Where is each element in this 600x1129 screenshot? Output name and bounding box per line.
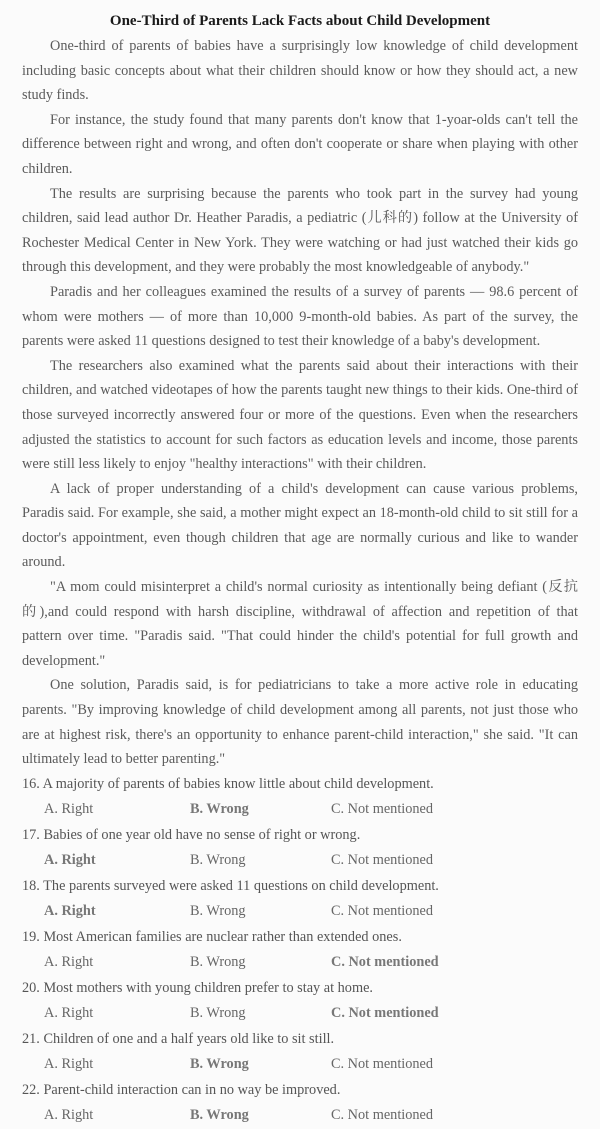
answer-options: [22, 797, 578, 823]
question-item: [22, 976, 578, 1027]
question-text: 19. Most American families are nuclear rather than extended ones.: [22, 928, 402, 945]
article-title: One-Third of Parents Lack Facts about Child Development: [109, 13, 491, 29]
answer-options: [22, 950, 578, 976]
option-c[interactable]: C. Not mentioned: [331, 1005, 439, 1022]
option-b[interactable]: B. Wrong: [190, 1005, 246, 1022]
option-c[interactable]: C. Not mentioned: [331, 801, 434, 818]
question-text: 20. Most mothers with young children prefer to stay at home.: [22, 979, 373, 996]
paragraph: One solution, Paradis said, is for pediatricians to take a more active role in educating parents. "By improving knowledge of child development among all parents, not just those who are at highest risk, there's an opportunity to enhance parent-child interaction," she said. "It can ultimately lead to better parenting.": [22, 677, 578, 768]
option-b[interactable]: B. Wrong: [190, 1056, 249, 1073]
question-text: 22. Parent-child interaction can in no way be improved.: [22, 1081, 341, 1098]
option-b[interactable]: B. Wrong: [190, 852, 246, 869]
question-list: [22, 772, 578, 1129]
option-a[interactable]: A. Right: [44, 1056, 94, 1073]
paragraph: The results are surprising because the parents who took part in the survey had young children, said lead author Dr. Heather Paradis, a pediatric (儿科的) follow at the University of Rochester Medical Center in New York. They were watching or had just watched their kids go through this development, and they were probably the most knowledgeable of anybody.": [22, 185, 578, 276]
option-b[interactable]: B. Wrong: [190, 1107, 249, 1124]
answer-options: [22, 899, 578, 925]
option-a[interactable]: A. Right: [44, 1005, 94, 1022]
option-b[interactable]: B. Wrong: [190, 954, 246, 971]
option-a[interactable]: A. Right: [44, 903, 96, 920]
option-a[interactable]: A. Right: [44, 852, 96, 869]
question-text: 21. Children of one and a half years old like to sit still.: [22, 1030, 335, 1047]
paragraph: One-third of parents of babies have a surprisingly low knowledge of child development including basic concepts about what their children should know or how they should act, a new study finds.: [22, 38, 578, 104]
question-item: [22, 1078, 578, 1129]
question-item: [22, 874, 578, 925]
option-a[interactable]: A. Right: [44, 1107, 94, 1124]
paragraph: For instance, the study found that many parents don't know that 1-yoar-olds can't tell the difference between right and wrong, and often don't cooperate or share when playing with other children.: [22, 111, 578, 177]
question-item: [22, 772, 578, 823]
answer-options: [22, 1052, 578, 1078]
option-b[interactable]: B. Wrong: [190, 801, 249, 818]
question-text: 16. A majority of parents of babies know little about child development.: [22, 775, 434, 792]
option-c[interactable]: C. Not mentioned: [331, 852, 434, 869]
paragraph: A lack of proper understanding of a child's development can cause various problems, Paradis said. For example, she said, a mother might expect an 18-month-old child to sit still for a doctor's appointment, even though children that age are normally curious and like to wander around.: [22, 480, 578, 571]
question-item: [22, 1027, 578, 1078]
paragraph: The researchers also examined what the parents said about their interactions with their children, and watched videotapes of how the parents taught new things to their kids. One-third of those surveyed incorrectly answered four or more of the questions. Even when the researchers adjusted the statistics to account for such factors as education levels and income, those parents were still less likely to enjoy "healthy interactions" with their children.: [22, 357, 578, 473]
option-c[interactable]: C. Not mentioned: [331, 954, 439, 971]
question-text: 18. The parents surveyed were asked 11 questions on child development.: [22, 877, 439, 894]
question-item: [22, 925, 578, 976]
option-a[interactable]: A. Right: [44, 801, 94, 818]
option-c[interactable]: C. Not mentioned: [331, 903, 434, 920]
paragraph: Paradis and her colleagues examined the results of a survey of parents — 98.6 percent of whom were mothers — of more than 10,000 9-month-old babies. As part of the survey, the parents were asked 11 questions designed to test their knowledge of a baby's development.: [22, 283, 578, 350]
answer-options: [22, 1103, 578, 1129]
answer-options: [22, 1001, 578, 1027]
article-body: [22, 34, 578, 772]
option-a[interactable]: A. Right: [44, 954, 94, 971]
option-c[interactable]: C. Not mentioned: [331, 1056, 434, 1073]
option-c[interactable]: C. Not mentioned: [331, 1107, 434, 1124]
paragraph: "A mom could misinterpret a child's normal curiosity as intentionally being defiant (反抗的),and could respond with harsh discipline, withdrawal of affection and repetition of that pattern over time. "Paradis said. "That could hinder the child's potential for full growth and development.": [22, 579, 578, 669]
option-b[interactable]: B. Wrong: [190, 903, 246, 920]
question-item: [22, 823, 578, 874]
answer-options: [22, 848, 578, 874]
question-text: 17. Babies of one year old have no sense of right or wrong.: [22, 826, 361, 843]
